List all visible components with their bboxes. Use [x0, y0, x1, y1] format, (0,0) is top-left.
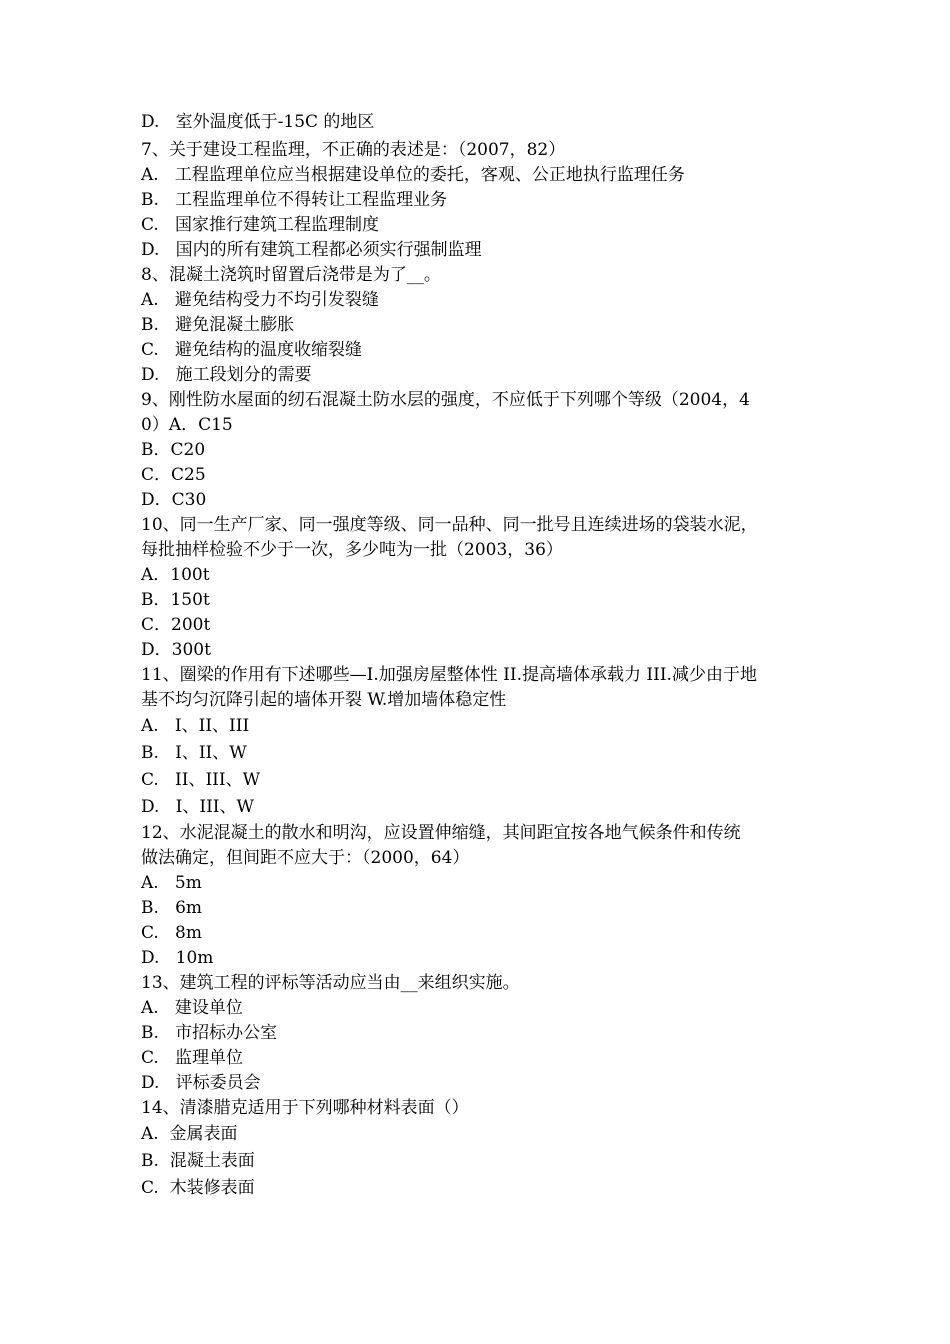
- option-line: A. 5m: [141, 873, 202, 893]
- option-line: C．C25: [141, 465, 206, 485]
- option-line: A．100t: [141, 565, 210, 585]
- question-line: 12、水泥混凝土的散水和明沟，应设置伸缩缝，其间距宜按各地气候条件和传统: [141, 823, 741, 843]
- option-line: D. 室外温度低于-15C 的地区: [141, 112, 375, 132]
- option-line: B. 工程监理单位不得转让工程监理业务: [141, 190, 448, 210]
- option-line: A. I、II、III: [141, 716, 250, 736]
- option-line: A. 建设单位: [141, 998, 243, 1018]
- option-line: A. 金属表面: [141, 1124, 238, 1144]
- option-line: C．200t: [141, 615, 211, 635]
- option-line: 0）A．C15: [141, 415, 233, 435]
- question-line: 13、建筑工程的评标等活动应当由__来组织实施。: [141, 973, 520, 993]
- question-line: 8、混凝土浇筑时留置后浇带是为了__。: [141, 265, 441, 285]
- option-line: C. 国家推行建筑工程监理制度: [141, 215, 380, 235]
- question-line: 9、刚性防水屋面的纫石混凝土防水层的强度，不应低于下列哪个等级（2004，4: [141, 390, 750, 410]
- option-line: B. 6m: [141, 898, 203, 918]
- question-line: 做法确定，但间距不应大于：（2000，64）: [141, 848, 470, 868]
- option-line: D. 国内的所有建筑工程都必须实行强制监理: [141, 240, 482, 260]
- option-line: C. 木装修表面: [141, 1178, 255, 1198]
- option-line: B. I、II、W: [141, 743, 247, 763]
- question-line: 基不均匀沉降引起的墙体开裂 W.增加墙体稳定性: [141, 690, 507, 710]
- option-line: B. 市招标办公室: [141, 1023, 278, 1043]
- question-line: 14、清漆腊克适用于下列哪种材料表面（）: [141, 1098, 469, 1118]
- question-line: 11、圈梁的作用有下述哪些—I.加强房屋整体性 II.提高墙体承载力 III.减少由于地: [141, 665, 757, 685]
- option-line: A. 避免结构受力不均引发裂缝: [141, 290, 379, 310]
- option-line: B. 避免混凝土膨胀: [141, 315, 295, 335]
- option-line: D. 施工段划分的需要: [141, 365, 312, 385]
- option-line: D. 10m: [141, 948, 214, 968]
- option-line: D. 评标委员会: [141, 1073, 261, 1093]
- option-line: C. II、III、W: [141, 770, 261, 790]
- option-line: D. I、III、W: [141, 797, 254, 817]
- option-line: D．C30: [141, 490, 207, 510]
- option-line: C. 避免结构的温度收缩裂缝: [141, 340, 363, 360]
- document-page: [141, 110, 831, 1202]
- question-line: 每批抽样检验不少于一次，多少吨为一批（2003，36）: [141, 540, 563, 560]
- option-line: C. 监理单位: [141, 1048, 244, 1068]
- question-line: 7、关于建设工程监理，不正确的表述是：（2007，82）: [141, 140, 566, 160]
- option-line: B．150t: [141, 590, 210, 610]
- option-line: C. 8m: [141, 923, 202, 943]
- option-line: D．300t: [141, 640, 211, 660]
- option-line: A. 工程监理单位应当根据建设单位的委托，客观、公正地执行监理任务: [141, 165, 685, 185]
- option-line: B．C20: [141, 440, 206, 460]
- option-line: B. 混凝土表面: [141, 1151, 255, 1171]
- question-line: 10、同一生产厂家、同一强度等级、同一品种、同一批号且连续进场的袋装水泥，: [141, 515, 758, 535]
